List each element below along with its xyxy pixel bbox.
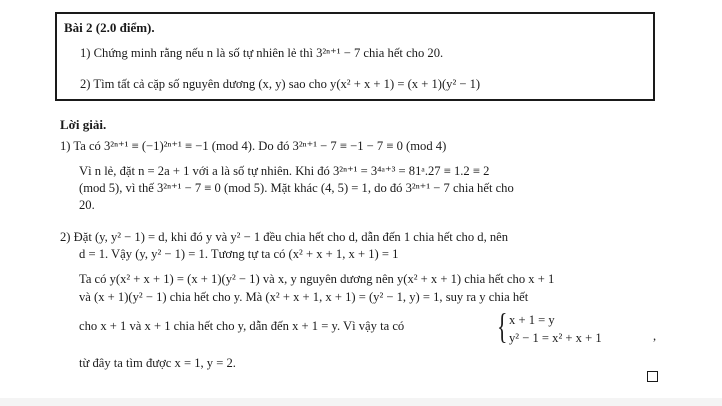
solution-1-line-1: 1) Ta có 3²ⁿ⁺¹ ≡ (−1)²ⁿ⁺¹ ≡ −1 (mod 4). Do đó 3²ⁿ⁺¹ − 7 ≡ −1 − 7 ≡ 0 (mod 4) bbox=[60, 139, 447, 153]
solution-1-line-4: 20. bbox=[79, 198, 95, 212]
solution-2-line-6: từ đây ta tìm được x = 1, y = 2. bbox=[79, 356, 236, 370]
solution-heading: Lời giải. bbox=[60, 117, 107, 132]
solution-2-line-2: d = 1. Vậy (y, y² − 1) = 1. Tương tự ta có (x² + x + 1, x + 1) = 1 bbox=[79, 247, 399, 261]
problem-title: Bài 2 (2.0 điểm). bbox=[64, 20, 155, 35]
equation-system bbox=[497, 306, 602, 347]
solution-1-line-3: (mod 5), vì thế 3²ⁿ⁺¹ − 7 ≡ 0 (mod 5). Mặt khác (4, 5) = 1, do đó 3²ⁿ⁺¹ − 7 chia hết cho bbox=[79, 181, 514, 195]
problem-part-1: 1) Chứng minh rằng nếu n là số tự nhiên lẻ thì 3²ⁿ⁺¹ − 7 chia hết cho 20. bbox=[80, 46, 444, 60]
solution-1-line-2: Vì n lẻ, đặt n = 2a + 1 với a là số tự nhiên. Khi đó 3²ⁿ⁺¹ = 3⁴ᵃ⁺³ = 81ᵃ.27 ≡ 1.2 ≡ 2 bbox=[79, 164, 490, 178]
left-brace: { bbox=[497, 306, 508, 346]
solution-2-line-5-text: cho x + 1 và x + 1 chia hết cho y, dẫn đến x + 1 = y. Vì vậy ta có bbox=[79, 319, 405, 333]
solution-2-line-4: và (x + 1)(y² − 1) chia hết cho y. Mà (x² + x + 1, x + 1) = (y² − 1, y) = 1, suy ra y chia hết bbox=[79, 290, 529, 304]
system-equation-1: x + 1 = y bbox=[509, 313, 555, 327]
system-comma: , bbox=[653, 329, 657, 343]
system-equation-2: y² − 1 = x² + x + 1 bbox=[509, 331, 602, 345]
qed-square-icon bbox=[647, 371, 658, 382]
solution-2-line-5 bbox=[79, 318, 404, 334]
bottom-strip bbox=[0, 398, 722, 406]
solution-2-line-3: Ta có y(x² + x + 1) = (x + 1)(y² − 1) và x, y nguyên dương nên y(x² + x + 1) chia hết cho x + 1 bbox=[79, 272, 555, 286]
cases-block bbox=[497, 306, 602, 347]
problem-part-2: 2) Tìm tất cả cặp số nguyên dương (x, y) sao cho y(x² + x + 1) = (x + 1)(y² − 1) bbox=[80, 77, 481, 91]
solution-2-line-1: 2) Đặt (y, y² − 1) = d, khi đó y và y² − 1 đều chia hết cho d, dẫn đến 1 chia hết cho d, nên bbox=[60, 230, 509, 244]
